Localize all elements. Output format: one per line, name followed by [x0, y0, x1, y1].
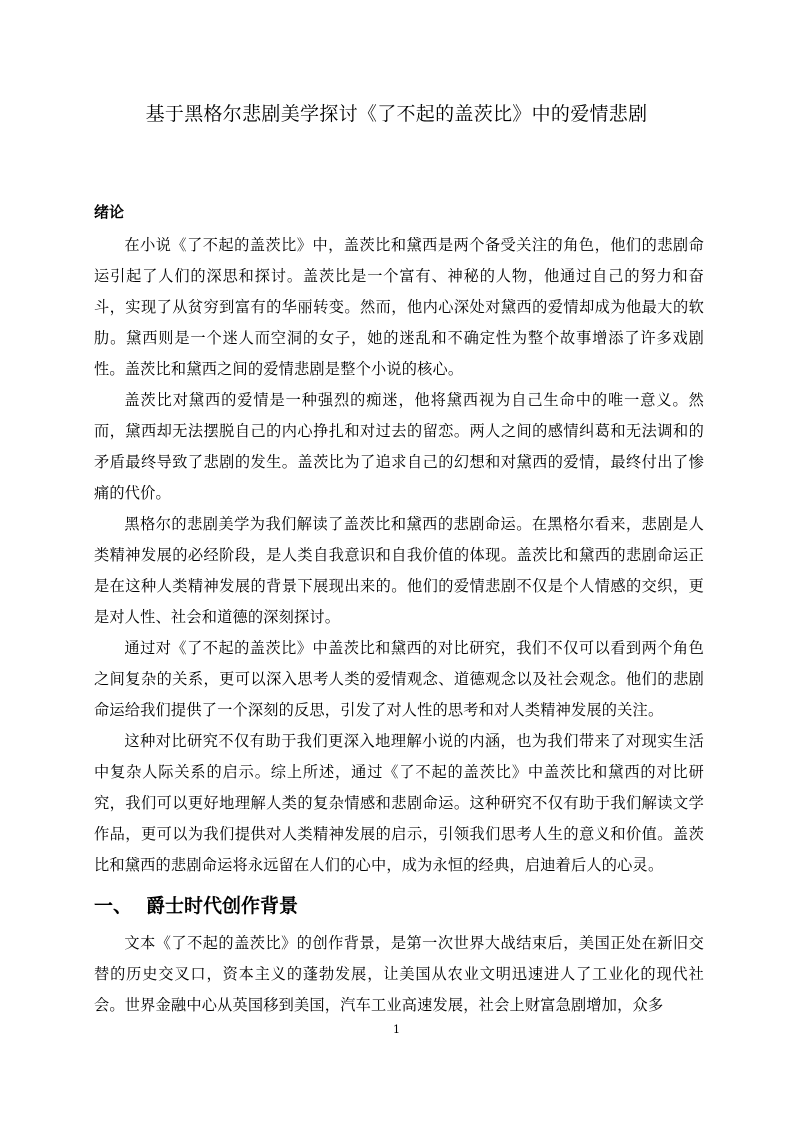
- intro-paragraph-2: 盖茨比对黛西的爱情是一种强烈的痴迷，他将黛西视为自己生命中的唯一意义。然而，黛西却无法摆脱自己的内心挣扎和对过去的留恋。两人之间的感情纠葛和无法调和的矛盾最终导致了悲剧的发生。盖茨比为了追求自己的幻想和对黛西的爱情，最终付出了惨痛的代价。: [94, 391, 704, 502]
- section-1-paragraph-1: 文本《了不起的盖茨比》的创作背景，是第一次世界大战结束后，美国正处在新旧交替的历史交叉口，资本主义的蓬勃发展，让美国从农业文明迅速进人了工业化的现代社会。世界金融中心从英国移到美国，汽车工业高速发展，社会上财富急剧增加，众多: [94, 934, 704, 1014]
- intro-paragraph-3: 黑格尔的悲剧美学为我们解读了盖茨比和黛西的悲剧命运。在黑格尔看来，悲剧是人类精神发展的必经阶段，是人类自我意识和自我价值的体现。盖茨比和黛西的悲剧命运正是在这种人类精神发展的背景下展现出来的。他们的爱情悲剧不仅是个人情感的交织，更是对人性、社会和道德的深刻探讨。: [94, 515, 704, 626]
- page-number: 1: [393, 1023, 400, 1036]
- intro-paragraph-5: 这种对比研究不仅有助于我们更深入地理解小说的内涵，也为我们带来了对现实生活中复杂人际关系的启示。综上所述，通过《了不起的盖茨比》中盖茨比和黛西的对比研究，我们可以更好地理解人类的复杂情感和悲剧命运。这种研究不仅有助于我们解读文学作品，更可以为我们提供对人类精神发展的启示，引领我们思考人生的意义和价值。盖茨比和黛西的悲剧命运将永远留在人们的心中，成为永恒的经典，启迪着后人的心灵。: [94, 732, 704, 874]
- intro-paragraph-4: 通过对《了不起的盖茨比》中盖茨比和黛西的对比研究，我们不仅可以看到两个角色之间复杂的关系，更可以深入思考人类的爱情观念、道德观念以及社会观念。他们的悲剧命运给我们提供了一个深刻的反思，引发了对人性的思考和对人类精神发展的关注。: [94, 639, 704, 719]
- document-title: 基于黑格尔悲剧美学探讨《了不起的盖茨比》中的爱情悲剧: [145, 103, 648, 125]
- section-1-number: 一、: [94, 895, 133, 917]
- section-1-title: 爵士时代创作背景: [146, 895, 299, 917]
- section-1-heading: [94, 890, 298, 922]
- intro-body: [94, 230, 704, 881]
- intro-heading: 绪论: [94, 203, 125, 221]
- intro-paragraph-1: 在小说《了不起的盖茨比》中，盖茨比和黛西是两个备受关注的角色，他们的悲剧命运引起了人们的深思和探讨。盖茨比是一个富有、神秘的人物，他通过自己的努力和奋斗，实现了从贫穷到富有的华丽转变。然而，他内心深处对黛西的爱情却成为他最大的软肋。黛西则是一个迷人而空洞的女子，她的迷乱和不确定性为整个故事增添了许多戏剧性。盖茨比和黛西之间的爱情悲剧是整个小说的核心。: [94, 236, 704, 378]
- section-1-body: [94, 928, 704, 1021]
